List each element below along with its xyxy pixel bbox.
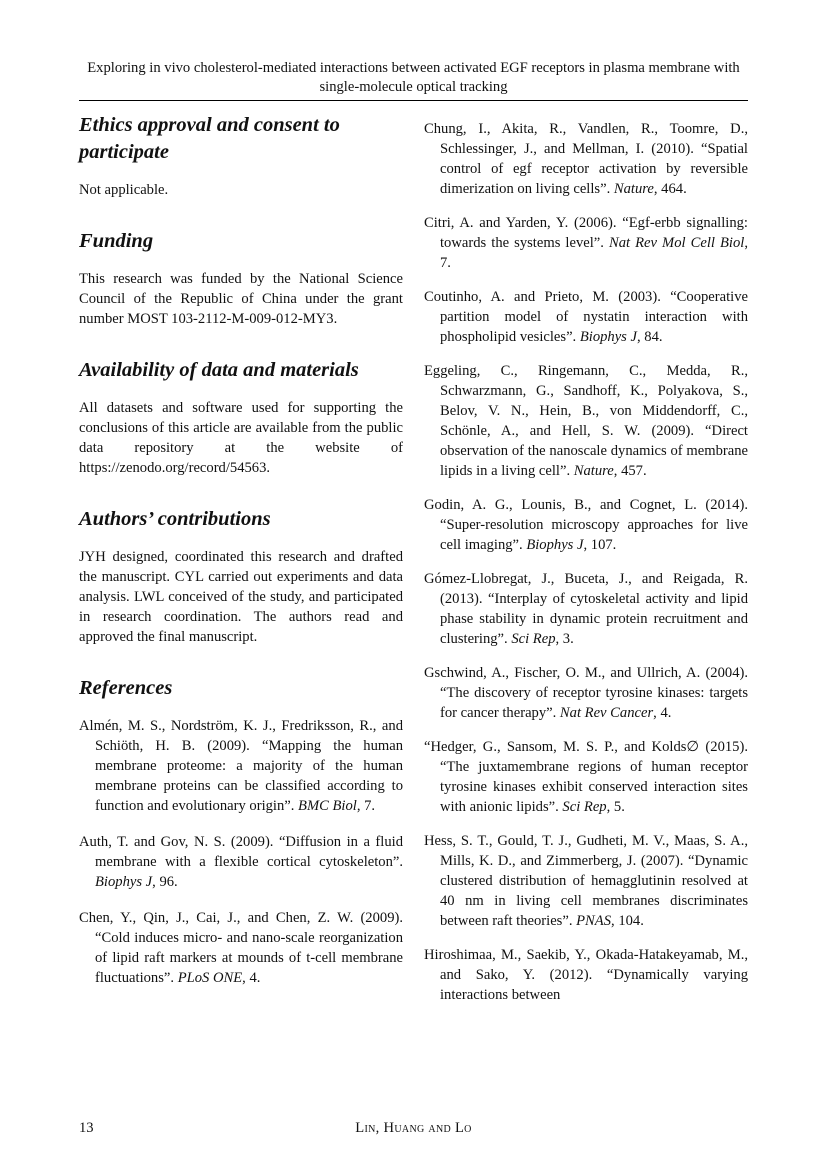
reference-item (424, 361, 748, 481)
reference-item (424, 737, 748, 817)
page-number: 13 (79, 1120, 94, 1136)
reference-volume: , 107. (583, 537, 617, 553)
reference-volume: , 7. (440, 235, 748, 271)
left-column (79, 112, 403, 1004)
reference-journal: Biophys J (526, 537, 584, 553)
reference-volume: , 96. (152, 874, 178, 890)
reference-item (424, 213, 748, 273)
section-heading: Funding (79, 230, 154, 252)
reference-volume: , 4. (653, 705, 672, 721)
reference-volume: , 3. (555, 631, 574, 647)
reference-item (79, 832, 403, 892)
running-title: Exploring in vivo cholesterol-mediated interactions between activated EGF receptors in plasma membrane with single-molecule optical tracking (87, 60, 740, 95)
reference-list-right (424, 119, 748, 1005)
running-header (79, 59, 748, 101)
reference-journal: Sci Rep (511, 631, 556, 647)
reference-list-left (79, 716, 403, 988)
reference-item (424, 569, 748, 649)
reference-text: Chung, I., Akita, R., Vandlen, R., Toomre, D., Schlessinger, J., and Mellman, I. (2010). “Spatial control of egf receptor activation by reversible dimerization on living cells”. (424, 121, 748, 197)
reference-text: Eggeling, C., Ringemann, C., Medda, R., Schwarzmann, G., Sandhoff, K., Polyakova, S., Belov, V. N., Hein, B., von Middendorff, C., Schönle, A., and Hell, S. W. (2009). “Direct observation of the nanoscale dynamics of membrane lipids in a living cell”. (424, 363, 748, 479)
reference-text: Coutinho, A. and Prieto, M. (2003). “Cooperative partition model of nystatin interaction with phospholipid vesicles”. (424, 289, 748, 345)
reference-volume: , 84. (637, 329, 663, 345)
reference-journal: Biophys J (95, 874, 153, 890)
section-body: This research was funded by the National Science Council of the Republic of China under the grant number MOST 103-2112-M-009-012-MY3. (79, 271, 403, 327)
section-body: All datasets and software used for supporting the conclusions of this article are available from the public data repository at the website of https://zenodo.org/record/54563. (79, 400, 403, 476)
reference-item (424, 663, 748, 723)
reference-item (424, 945, 748, 1005)
reference-journal: BMC Biol (298, 798, 357, 814)
section-contributions (79, 506, 403, 647)
reference-volume: , 4. (242, 970, 261, 986)
section-heading: Availability of data and materials (79, 359, 359, 381)
reference-text: Hiroshimaa, M., Saekib, Y., Okada-Hatakeyamab, M., and Sako, Y. (2012). “Dynamically varying interactions between (424, 947, 748, 1003)
reference-volume: , 7. (356, 798, 376, 814)
section-body: Not applicable. (79, 182, 169, 198)
reference-journal: Sci Rep (562, 799, 607, 815)
reference-journal: PLoS ONE (177, 970, 243, 986)
reference-text: Almén, M. S., Nordström, K. J., Fredriksson, R., and Schiöth, H. B. (2009). “Mapping the human membrane proteome: a majority of the human membrane proteins can be classified according to function and evolutionary origin”. (79, 718, 403, 814)
footer-authors: Lin, Huang and Lo (355, 1120, 472, 1136)
reference-journal: PNAS (576, 913, 612, 929)
reference-journal: Nat Rev Mol Cell Biol (608, 235, 745, 251)
section-heading: Ethics approval and consent to participate (79, 114, 340, 163)
reference-text: Citri, A. and Yarden, Y. (2006). “Egf-erbb signalling: towards the systems level”. (424, 215, 748, 251)
reference-text: Hess, S. T., Gould, T. J., Gudheti, M. V., Maas, S. A., Mills, K. D., and Zimmerberg, J. (2007). “Dynamic clustered distribution of hemagglutinin resolved at 40 nm in living cell membranes discriminates between raft theories”. (424, 833, 748, 929)
right-column (424, 119, 748, 1019)
section-heading: Authors’ contributions (79, 508, 271, 530)
reference-volume: , 5. (606, 799, 625, 815)
reference-text: Auth, T. and Gov, N. S. (2009). “Diffusion in a fluid membrane with a flexible cortical cytoskeleton”. (79, 834, 403, 870)
reference-volume: , 464. (653, 181, 687, 197)
references-heading: References (79, 677, 173, 699)
reference-text: Chen, Y., Qin, J., Cai, J., and Chen, Z. W. (2009). “Cold induces micro- and nano-scale reorganization of lipid raft markers at mounds of t-cell membrane fluctuations”. (79, 910, 403, 986)
reference-journal: Biophys J (579, 329, 637, 345)
section-ethics (79, 112, 403, 200)
reference-text: Godin, A. G., Lounis, B., and Cognet, L. (2014). “Super-resolution microscopy approaches for live cell imaging”. (424, 497, 748, 553)
reference-text: Gschwind, A., Fischer, O. M., and Ullrich, A. (2004). “The discovery of receptor tyrosine kinases: targets for cancer therapy”. (424, 665, 748, 721)
reference-item (79, 716, 403, 816)
reference-item (79, 908, 403, 988)
section-funding (79, 228, 403, 329)
section-availability (79, 357, 403, 478)
reference-item (424, 831, 748, 931)
reference-volume: , 457. (613, 463, 647, 479)
reference-item (424, 287, 748, 347)
section-body: JYH designed, coordinated this research and drafted the manuscript. CYL carried out experiments and data analysis. LWL conceived of the study, and participated in research coordination. The authors read and approved the final manuscript. (79, 549, 403, 645)
reference-item (424, 119, 748, 199)
reference-journal: Nature (613, 181, 654, 197)
reference-item (424, 495, 748, 555)
reference-volume: , 104. (611, 913, 644, 929)
reference-journal: Nature (573, 463, 614, 479)
section-references (79, 675, 403, 988)
reference-journal: Nat Rev Cancer (559, 705, 654, 721)
reference-text: “Hedger, G., Sansom, M. S. P., and Kolds∅ (2015). “The juxtamembrane regions of human receptor tyrosine kinases exhibit conserved interaction sites with anionic lipids”. (424, 739, 748, 815)
reference-text: Gómez-Llobregat, J., Buceta, J., and Reigada, R. (2013). “Interplay of cytoskeletal activity and lipid phase stability in dynamic protein recruitment and clustering”. (424, 571, 748, 647)
